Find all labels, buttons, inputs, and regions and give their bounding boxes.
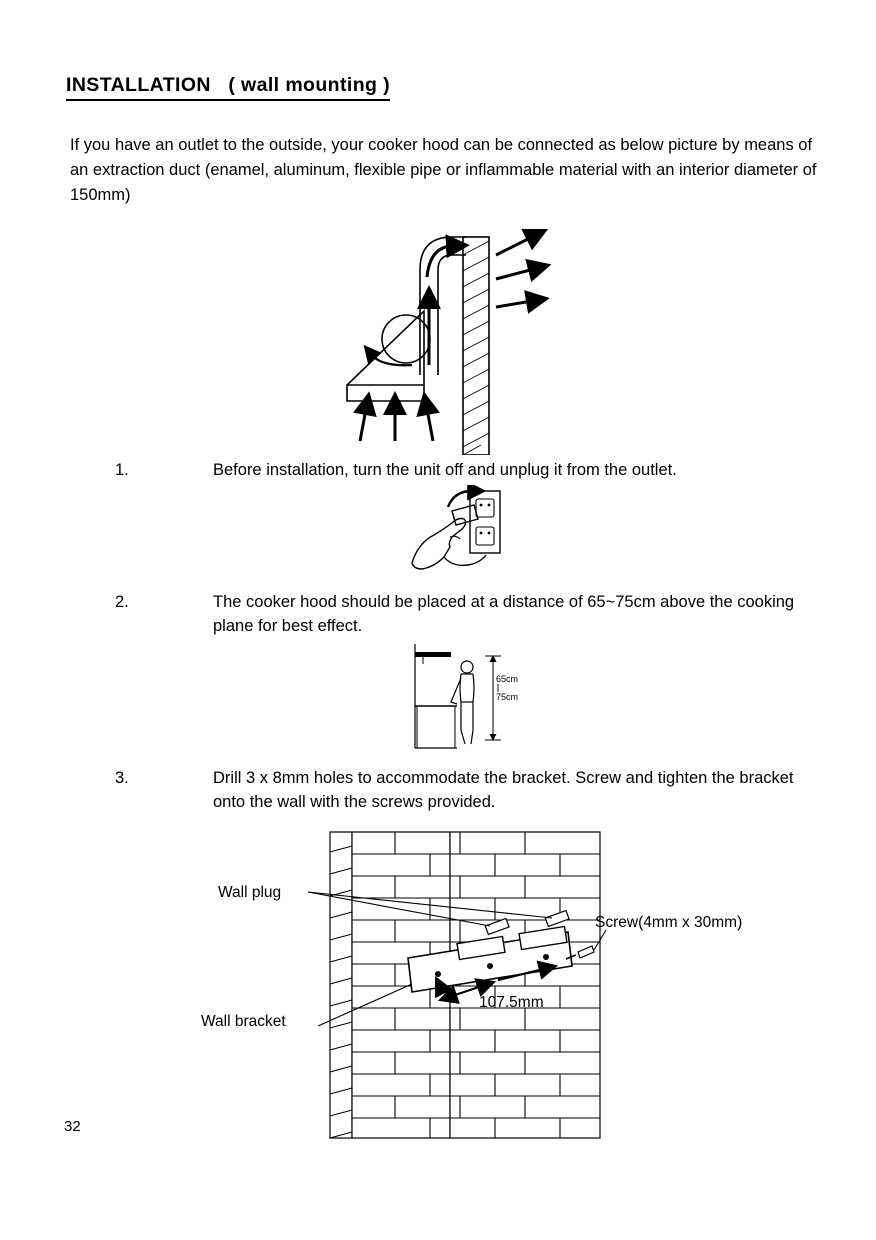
step-2 [115,590,815,638]
dimension-lower-label: 75cm [496,692,519,702]
step-1-text: Before installation, turn the unit off and unplug it from the outlet. [213,461,677,479]
mounting-height-diagram [395,640,525,755]
extraction-duct-diagram [300,215,580,460]
intro-paragraph: If you have an outlet to the outside, your cooker hood can be connected as below picture by means of an extraction duct (enamel, aluminum, flexible pipe or inflammable material with an interior diameter of 150mm) [70,136,817,204]
screw-label: Screw(4mm x 30mm) [595,914,743,931]
step-1 [115,458,815,482]
step-3-number: 3. [115,769,129,787]
unplug-hand-diagram [400,485,520,580]
step-2-number: 2. [115,593,129,611]
step-3 [115,766,815,814]
page-number: 32 [64,1118,81,1135]
step-2-text: The cooker hood should be placed at a distance of 65~75cm above the cooking plane for best effect. [213,593,795,635]
wall-bracket-label: Wall bracket [201,1013,286,1030]
bracket-dimension-label: 107.5mm [479,994,544,1011]
wall-plug-label: Wall plug [218,884,282,901]
page-title: INSTALLATION ( wall mounting ) [66,74,390,101]
step-3-text: Drill 3 x 8mm holes to accommodate the bracket. Screw and tighten the bracket onto the wall with the screws provided. [213,769,794,811]
wall-bracket-diagram [190,830,610,1145]
dimension-upper-label: 65cm [496,674,519,684]
step-1-number: 1. [115,461,129,479]
